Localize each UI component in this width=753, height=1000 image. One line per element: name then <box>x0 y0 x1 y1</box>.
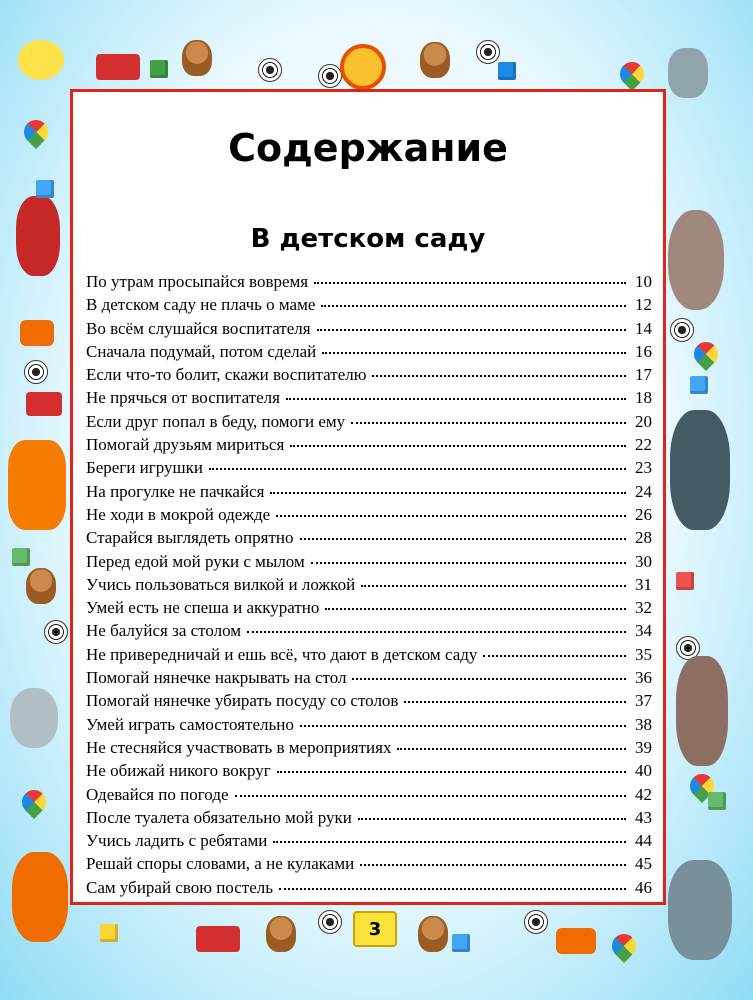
toy-block-icon <box>452 934 470 952</box>
cat-with-abc-book-icon <box>8 440 66 530</box>
toc-entry-page: 34 <box>635 621 652 641</box>
teddy-bear-icon <box>26 568 56 604</box>
bear-icon <box>676 656 728 766</box>
toc-entry-page: 43 <box>635 807 652 827</box>
toc-entry-title: Старайся выглядеть опрятно <box>86 528 294 548</box>
toc-dot-leader <box>235 795 626 797</box>
toc-entry-title: Учись ладить с ребятами <box>86 831 268 851</box>
toc-entry <box>86 575 652 598</box>
toc-entry <box>86 319 652 342</box>
spinning-top-icon <box>689 337 723 371</box>
toy-block-icon <box>12 548 30 566</box>
toc-entry <box>86 645 652 668</box>
toc-entry-page: 16 <box>635 341 652 361</box>
toc-entry <box>86 691 652 714</box>
toc-dot-leader <box>270 492 626 494</box>
toy-block-icon <box>36 180 54 198</box>
toc-dot-leader <box>404 701 626 703</box>
toc-entry <box>86 598 652 621</box>
toc-entry-title: Не привередничай и ешь всё, что дают в детском саду <box>86 644 478 664</box>
magpie-icon <box>670 410 730 530</box>
fox-icon <box>12 852 68 942</box>
teddy-bear-icon <box>182 40 212 76</box>
toc-entry-title: Не обижай никого вокруг <box>86 761 271 781</box>
toc-entry-page: 23 <box>635 458 652 478</box>
drum-icon <box>20 320 54 346</box>
mouse-icon <box>10 688 58 748</box>
toc-entry <box>86 505 652 528</box>
soccer-ball-icon <box>44 620 68 644</box>
alarm-clock-icon <box>340 44 386 90</box>
toc-dot-leader <box>322 352 626 354</box>
toc-dot-leader <box>300 725 626 727</box>
toc-entry-page: 39 <box>635 737 652 757</box>
toc-entry <box>86 668 652 691</box>
toc-dot-leader <box>277 771 626 773</box>
toc-entry-page: 35 <box>635 644 652 664</box>
toc-entry-page: 42 <box>635 784 652 804</box>
toc-entry <box>86 482 652 505</box>
toc-entry-title: Не стесняйся участвовать в мероприятиях <box>86 737 392 757</box>
owl-icon <box>668 210 724 310</box>
toc-entry <box>86 808 652 831</box>
section-title: В детском саду <box>250 224 486 254</box>
toc-dot-leader <box>361 585 626 587</box>
spinning-top-icon <box>17 785 51 819</box>
toc-entry <box>86 342 652 365</box>
toc-entry-title: После туалета обязательно мой руки <box>86 807 352 827</box>
toc-entry-page: 17 <box>635 365 652 385</box>
toc-entry-title: Помогай нянечке накрывать на стол <box>86 668 347 688</box>
toc-entry-page: 10 <box>635 272 652 291</box>
toc-dot-leader <box>351 422 626 424</box>
toc-entry-page: 18 <box>635 388 652 408</box>
toc-entry <box>86 458 652 481</box>
toc-entry <box>86 738 652 761</box>
toc-dot-leader <box>325 608 626 610</box>
teddy-bear-icon <box>266 916 296 952</box>
teddy-bear-icon <box>418 916 448 952</box>
toc-entry <box>86 854 652 877</box>
toc-entry-page: 45 <box>635 854 652 874</box>
toy-block-icon <box>690 376 708 394</box>
page-number-badge: 3 <box>353 911 397 947</box>
toc-dot-leader <box>290 445 626 447</box>
toc-entry <box>86 388 652 411</box>
toc-entry <box>86 761 652 784</box>
drum-icon <box>556 928 596 954</box>
toc-entry <box>86 412 652 435</box>
toc-dot-leader <box>286 398 626 400</box>
toc-entry-title: На прогулке не пачкайся <box>86 481 265 501</box>
mouse-on-moon-icon <box>18 40 64 80</box>
toc-entry-page: 30 <box>635 551 652 571</box>
toc-entry <box>86 785 652 808</box>
toc-entry-page: 20 <box>635 411 652 431</box>
toc-entry-title: Перед едой мой руки с мылом <box>86 551 305 571</box>
toc-entry-title: Одевайся по погоде <box>86 784 229 804</box>
toc-entry <box>86 552 652 575</box>
toc-entry-title: Помогай нянечке убирать посуду со столов <box>86 691 399 711</box>
grasshopper-icon <box>16 196 60 276</box>
toc-dot-leader <box>483 655 626 657</box>
toc-entry-title: Умей играть самостоятельно <box>86 714 294 734</box>
toc-entry-page: 40 <box>635 761 652 781</box>
table-of-contents <box>86 272 652 901</box>
toy-block-icon <box>150 60 168 78</box>
train-icon <box>96 54 140 80</box>
toc-entry-page: 44 <box>635 831 652 851</box>
toc-dot-leader <box>321 305 626 307</box>
toc-entry-title: Учись пользоваться вилкой и ложкой <box>86 574 356 594</box>
toc-dot-leader <box>247 631 626 633</box>
spinning-top-icon <box>19 115 53 149</box>
toc-entry-page: 24 <box>635 481 652 501</box>
toc-entry-page: 22 <box>635 435 652 455</box>
spinning-top-icon <box>615 57 649 91</box>
soccer-ball-icon <box>670 318 694 342</box>
toc-entry <box>86 295 652 318</box>
toc-entry <box>86 528 652 551</box>
toc-entry-title: Во всём слушайся воспитателя <box>86 318 311 338</box>
toc-entry-page: 12 <box>635 295 652 315</box>
toc-entry <box>86 621 652 644</box>
toc-dot-leader <box>314 282 626 284</box>
toc-dot-leader <box>397 748 626 750</box>
wolf-icon <box>668 860 732 960</box>
teddy-bear-icon <box>420 42 450 78</box>
toc-dot-leader <box>358 818 626 820</box>
toc-entry-page: 14 <box>635 318 652 338</box>
toc-entry-title: Сначала подумай, потом сделай <box>86 341 317 361</box>
toy-block-icon <box>708 792 726 810</box>
toc-entry <box>86 435 652 458</box>
toc-entry <box>86 878 652 901</box>
toy-block-icon <box>100 924 118 942</box>
toc-dot-leader <box>360 864 626 866</box>
toc-entry-page: 36 <box>635 668 652 688</box>
train-icon <box>196 926 240 952</box>
spinning-top-icon <box>607 929 641 963</box>
toc-entry-title: Помогай друзьям мириться <box>86 435 285 455</box>
toc-entry <box>86 831 652 854</box>
toc-entry-title: Не ходи в мокрой одежде <box>86 504 271 524</box>
toc-dot-leader <box>311 562 626 564</box>
toc-entry-title: По утрам просыпайся вовремя <box>86 272 309 291</box>
toy-block-icon <box>498 62 516 80</box>
cat-icon <box>668 48 708 98</box>
soccer-ball-icon <box>524 910 548 934</box>
page-title: Содержание <box>228 126 508 170</box>
toc-dot-leader <box>317 329 626 331</box>
toc-dot-leader <box>279 888 626 890</box>
toc-entry-title: Если друг попал в беду, помоги ему <box>86 411 346 431</box>
toc-entry-page: 26 <box>635 504 652 524</box>
soccer-ball-icon <box>476 40 500 64</box>
train-icon <box>26 392 62 416</box>
toc-dot-leader <box>273 841 626 843</box>
toc-entry-title: Решай споры словами, а не кулаками <box>86 854 355 874</box>
toy-block-icon <box>676 572 694 590</box>
toc-entry-page: 32 <box>635 598 652 618</box>
toc-dot-leader <box>300 538 627 540</box>
soccer-ball-icon <box>318 910 342 934</box>
toc-entry <box>86 365 652 388</box>
toc-entry-title: Сам убирай свою постель <box>86 877 273 897</box>
toc-entry-title: Береги игрушки <box>86 458 203 478</box>
toc-entry-title: Не балуйся за столом <box>86 621 242 641</box>
toc-entry <box>86 715 652 738</box>
toc-entry-page: 37 <box>635 691 652 711</box>
toc-dot-leader <box>276 515 626 517</box>
toc-entry-page: 38 <box>635 714 652 734</box>
toc-dot-leader <box>209 468 626 470</box>
toc-entry-page: 28 <box>635 528 652 548</box>
toc-entry-title: В детском саду не плачь о маме <box>86 295 316 315</box>
toc-dot-leader <box>372 375 626 377</box>
soccer-ball-icon <box>24 360 48 384</box>
soccer-ball-icon <box>318 64 342 88</box>
toc-dot-leader <box>352 678 626 680</box>
soccer-ball-icon <box>258 58 282 82</box>
toc-entry-page: 31 <box>635 574 652 594</box>
toc-entry-title: Умей есть не спеша и аккуратно <box>86 598 320 618</box>
toc-entry-title: Не прячься от воспитателя <box>86 388 280 408</box>
toc-entry-page: 46 <box>635 877 652 897</box>
toc-entry-title: Если что-то болит, скажи воспитателю <box>86 365 367 385</box>
toc-entry <box>86 272 652 295</box>
